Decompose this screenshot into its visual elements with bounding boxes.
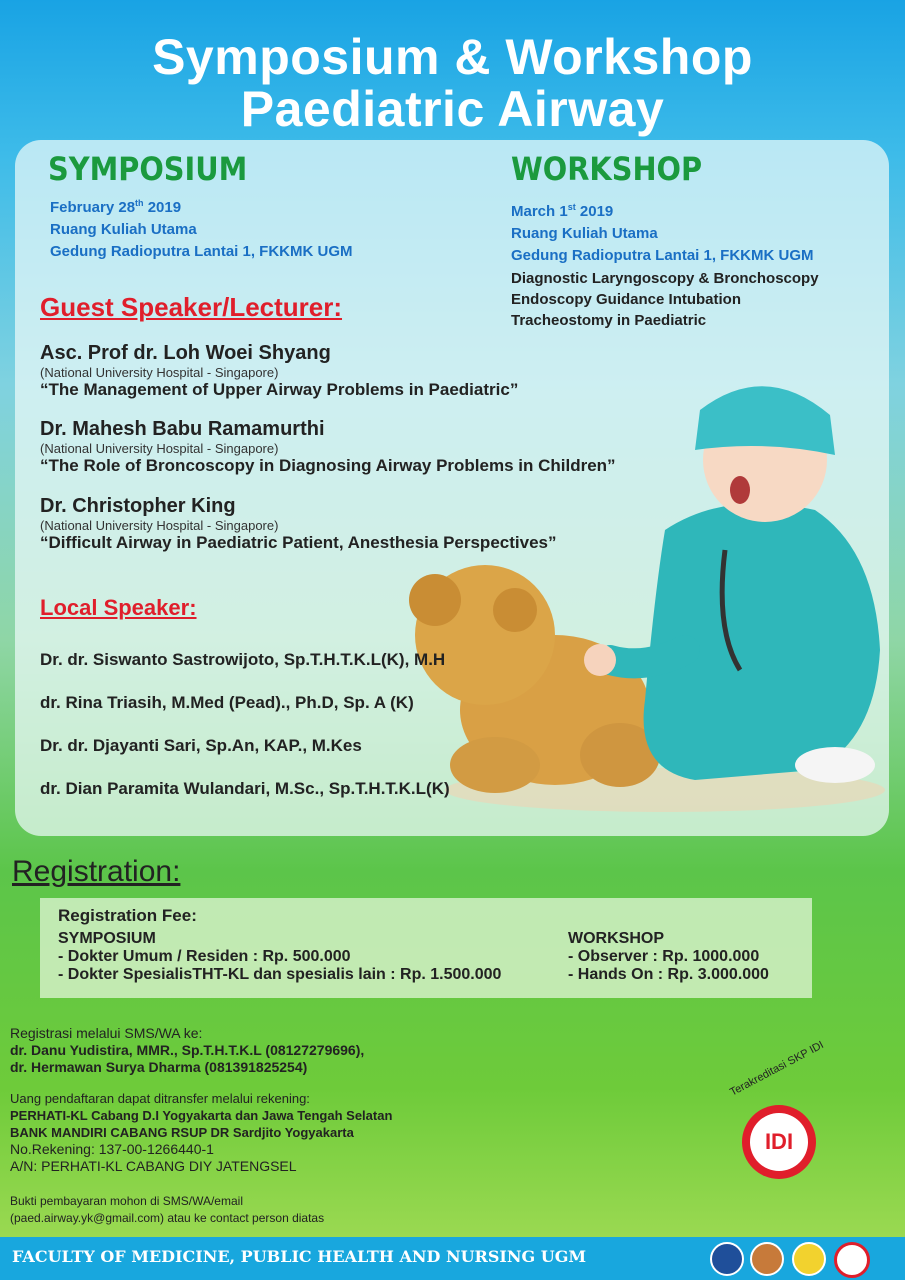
fee-line: - Observer : Rp. 1000.000 xyxy=(568,948,760,965)
faculty-logo-icon xyxy=(750,1242,784,1276)
speaker-affiliation: (National University Hospital - Singapore) xyxy=(40,441,279,456)
symposium-venue1: Ruang Kuliah Utama xyxy=(50,221,197,238)
title-line1: Symposium & Workshop xyxy=(152,29,753,85)
workshop-details xyxy=(511,196,814,267)
title-line2: Paediatric Airway xyxy=(240,81,665,137)
symposium-fee-label: SYMPOSIUM xyxy=(58,930,156,947)
local-speaker: dr. Rina Triasih, M.Med (Pead)., Ph.D, Sp. A (K) xyxy=(40,693,414,712)
fee-line: - Hands On : Rp. 3.000.000 xyxy=(568,966,769,983)
symposium-fee-block xyxy=(58,930,501,984)
workshop-topic: Endoscopy Guidance Intubation xyxy=(511,291,742,308)
footer-text: FACULTY OF MEDICINE, PUBLIC HEALTH AND NURSING UGM xyxy=(12,1247,587,1266)
workshop-topic: Tracheostomy in Paediatric xyxy=(511,312,707,329)
workshop-topics xyxy=(511,268,819,331)
local-speaker-heading: Local Speaker: xyxy=(40,595,197,620)
account-number: No.Rekening: 137-00-1266440-1 xyxy=(10,1141,214,1157)
account-holder: A/N: PERHATI-KL CABANG DIY JATENGSEL xyxy=(10,1158,297,1174)
symposium-heading: SYMPOSIUM xyxy=(48,150,248,188)
proof-line: (paed.airway.yk@gmail.com) atau ke contact person diatas xyxy=(10,1211,325,1225)
child-with-teddy-illustration xyxy=(395,370,890,815)
idi-logo-icon xyxy=(742,1105,816,1179)
ugm-logo-icon xyxy=(710,1242,744,1276)
workshop-fee-block xyxy=(568,930,769,984)
contact-person: dr. Danu Yudistira, MMR., Sp.T.H.T.K.L (08127279696), xyxy=(10,1042,365,1058)
hospital-logo-icon xyxy=(792,1242,826,1276)
workshop-venue1: Ruang Kuliah Utama xyxy=(511,225,658,242)
contact-person: dr. Hermawan Surya Dharma (081391825254) xyxy=(10,1059,308,1075)
workshop-fee-label: WORKSHOP xyxy=(568,930,664,947)
bank-line: PERHATI-KL Cabang D.I Yogyakarta dan Jawa Tengah Selatan xyxy=(10,1108,393,1123)
local-speaker: Dr. dr. Siswanto Sastrowijoto, Sp.T.H.T.K.L(K), M.H xyxy=(40,650,446,669)
transfer-block xyxy=(10,1090,392,1175)
speaker-name: Dr. Mahesh Babu Ramamurthi xyxy=(40,418,325,440)
teddy-bear-icon xyxy=(409,565,660,793)
fee-line: - Dokter SpesialisTHT-KL dan spesialis lain : Rp. 1.500.000 xyxy=(58,966,502,983)
speaker-name: Asc. Prof dr. Loh Woei Shyang xyxy=(40,342,331,364)
speaker-topic: “Difficult Airway in Paediatric Patient, Anesthesia Perspectives” xyxy=(40,533,557,552)
accreditation-text: Terakreditasi SKP IDI xyxy=(728,1039,826,1099)
idi-logo-text: IDI xyxy=(750,1113,808,1171)
workshop-heading: WORKSHOP xyxy=(511,150,703,188)
speaker-affiliation: (National University Hospital - Singapore) xyxy=(40,518,279,533)
symposium-date: February 28th 2019 xyxy=(50,198,182,216)
local-speaker: Dr. dr. Djayanti Sari, Sp.An, KAP., M.Kes xyxy=(40,736,362,755)
contact-intro: Registrasi melalui SMS/WA ke: xyxy=(10,1025,203,1041)
proof-line: Bukti pembayaran mohon di SMS/WA/email xyxy=(10,1194,243,1208)
speaker-name: Dr. Christopher King xyxy=(40,495,236,517)
idi-small-logo-icon xyxy=(834,1242,870,1278)
workshop-venue2: Gedung Radioputra Lantai 1, FKKMK UGM xyxy=(511,247,814,264)
speaker-topic: “The Management of Upper Airway Problems in Paediatric” xyxy=(40,380,519,399)
fee-line: - Dokter Umum / Residen : Rp. 500.000 xyxy=(58,948,351,965)
payment-proof-note xyxy=(10,1193,324,1227)
transfer-intro: Uang pendaftaran dapat ditransfer melalui rekening: xyxy=(10,1091,310,1106)
registration-heading: Registration: xyxy=(12,855,181,888)
speaker-topic: “The Role of Broncoscopy in Diagnosing Airway Problems in Children” xyxy=(40,456,616,475)
guest-speaker-heading: Guest Speaker/Lecturer: xyxy=(40,292,343,322)
symposium-details xyxy=(50,192,353,263)
symposium-venue2: Gedung Radioputra Lantai 1, FKKMK UGM xyxy=(50,243,353,260)
contact-block xyxy=(10,1025,364,1076)
local-speaker: dr. Dian Paramita Wulandari, M.Sc., Sp.T.H.T.K.L(K) xyxy=(40,779,450,798)
speaker-affiliation: (National University Hospital - Singapore) xyxy=(40,365,279,380)
registration-fee-label: Registration Fee: xyxy=(58,906,197,925)
workshop-topic: Diagnostic Laryngoscopy & Bronchoscopy xyxy=(511,270,819,287)
workshop-date: March 1st 2019 xyxy=(511,202,614,220)
bank-line: BANK MANDIRI CABANG RSUP DR Sardjito Yogyakarta xyxy=(10,1125,354,1140)
